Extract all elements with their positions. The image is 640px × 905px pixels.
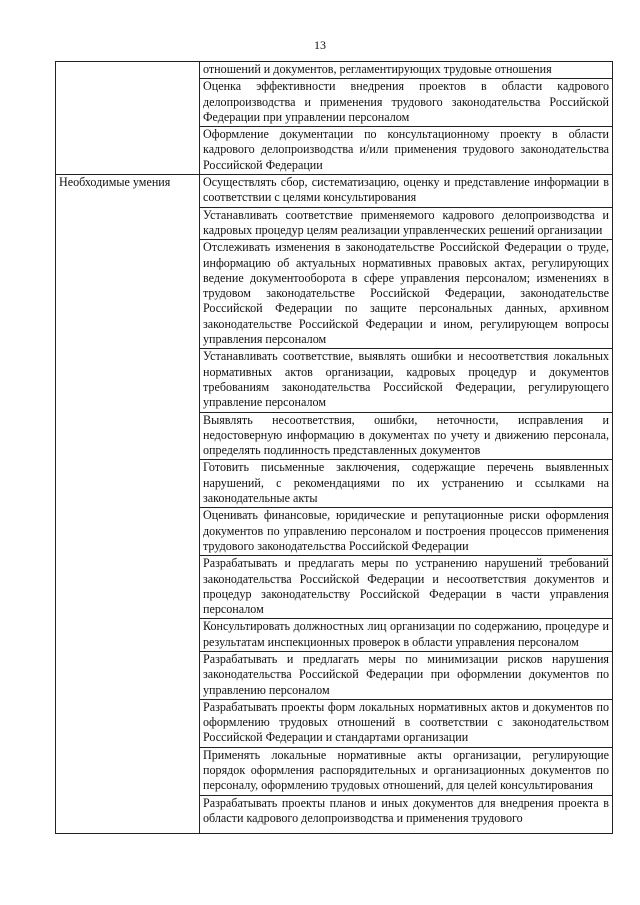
skill-item: Разрабатывать и предлагать меры по минимизации рисков нарушения законодательства Российской Федерации при оформлении документов по управлению персоналом: [200, 651, 613, 699]
table-row: [56, 62, 613, 79]
empty-label-cell: [56, 62, 200, 175]
table-cell: отношений и документов, регламентирующих трудовые отношения: [200, 62, 613, 79]
skill-item: Готовить письменные заключения, содержащие перечень выявленных нарушений, с рекомендациями по их устранению и ссылками на законодательные акты: [200, 460, 613, 508]
skill-item: Консультировать должностных лиц организации по содержанию, процедуре и результатам инспекционных проверок в области управления персоналом: [200, 619, 613, 652]
page-number: 13: [314, 38, 326, 52]
table-cell: Оценка эффективности внедрения проектов в области кадрового делопроизводства и применения трудового законодательства Российской Федерации при управлении персоналом: [200, 79, 613, 127]
skill-item: Применять локальные нормативные акты организации, регулирующие порядок оформления распорядительных и организационных документов по персоналу, оформлению трудовых отношений, для целей консультирования: [200, 747, 613, 795]
skill-item: Устанавливать соответствие применяемого кадрового делопроизводства и кадровых процедур целям реализации управленческих решений организации: [200, 207, 613, 240]
skills-label: Необходимые умения: [56, 175, 200, 834]
skill-item: Выявлять несоответствия, ошибки, неточности, исправления и недостоверную информацию в документах по учету и движению персонала, определять подлинность представленных документов: [200, 412, 613, 460]
skill-item-truncated: [200, 795, 613, 833]
table-row: [56, 175, 613, 208]
skill-item: Осуществлять сбор, систематизацию, оценку и представление информации в соответствии с целями консультирования: [200, 175, 613, 208]
truncated-text: Разрабатывать проекты планов и иных документов для внедрения проекта в области кадрового делопроизводства и применения трудового: [203, 795, 609, 825]
qualification-table: [55, 61, 613, 834]
skill-item: Разрабатывать проекты форм локальных нормативных актов и документов по оформлению трудовых отношений в соответствии с законодательством Российской Федерации и стандартами организации: [200, 699, 613, 747]
table-cell: Оформление документации по консультационному проекту в области кадрового делопроизводства и/или применения трудового законодательства Российской Федерации: [200, 127, 613, 175]
skill-item: Оценивать финансовые, юридические и репутационные риски оформления документов по управлению персоналом и построения процессов применения трудового законодательства Российской Федерации: [200, 508, 613, 556]
skill-item: Отслеживать изменения в законодательстве Российской Федерации о труде, информацию об актуальных нормативных правовых актах, регулирующих ведение документооборота в сфере управления персоналом; изменениях в трудовом законодательстве Российской Федерации, законодательстве Российской Федерации по защите персональных данных, архивном законодательстве Российской Федерации и ином, регулирующем вопросы управления персоналом: [200, 240, 613, 349]
skill-item: Устанавливать соответствие, выявлять ошибки и несоответствия локальных нормативных актов организации, кадровых процедур и документов требованиям законодательства Российской Федерации, регулирующего управление персоналом: [200, 349, 613, 412]
skill-item: Разрабатывать и предлагать меры по устранению нарушений требований законодательства Российской Федерации и несоответствия документов и процедур законодательству Российской Федерации в части управления персоналом: [200, 556, 613, 619]
